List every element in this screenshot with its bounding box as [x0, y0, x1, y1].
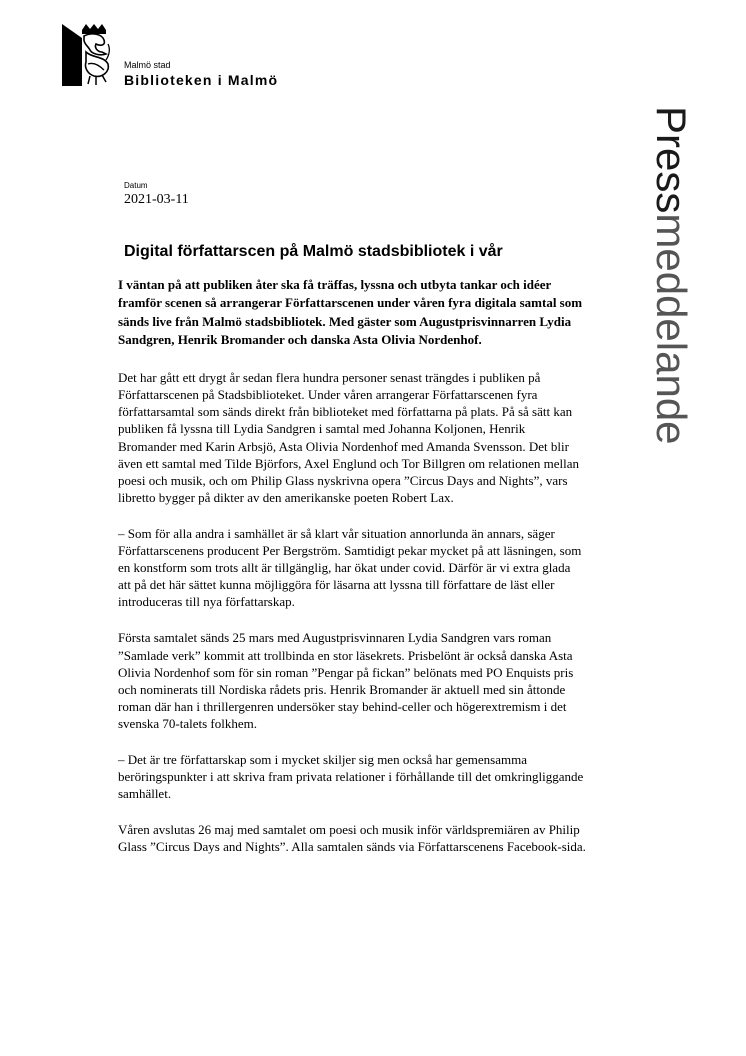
side-title-rest: meddelande — [648, 213, 695, 445]
page-title: Digital författarscen på Malmö stadsbibliotek i vår — [124, 243, 503, 260]
body-paragraph: – Som för alla andra i samhället är så klart vår situation annorlunda än annars, säger Författarscenens producent Per Bergström. Samtidigt pekar mycket på att läsningen, som en konstform som trots allt är tillgänglig, har ökat under covid. Därför är vi extra glada att på det här sättet kunna möjliggöra för läsarna att lyssna till författare de läst eller introduceras till nya författarskap. — [118, 525, 582, 610]
malmo-griffin-crest-icon — [62, 24, 112, 86]
date-value: 2021-03-11 — [124, 192, 189, 207]
document-type-title — [636, 106, 706, 546]
body-paragraph: Våren avslutas 26 maj med samtalet om poesi och musik inför världspremiären av Philip Glass ”Circus Days and Nights”. Alla samtalen sänds via Författarscenens Facebook-sida. — [118, 822, 586, 855]
lead-paragraph: I väntan på att publiken åter ska få träffas, lyssna och utbyta tankar och idéer framför scenen så arrangerar Författarscenen under våren fyra digitala samtal som sänds live från Malmö stadsbibliotek. Med gäster som Augustprisvinnarren Lydia Sandgren, Henrik Bromander och danska Asta Olivia Nordenhof. — [118, 277, 583, 347]
side-title-first: Press — [648, 106, 695, 214]
body-paragraph: Första samtalet sänds 25 mars med Augustprisvinnaren Lydia Sandgren vars roman ”Samlade verk” kommit att trollbinda en stor läsekrets. Prisbelönt är också danska Asta Olivia Nordenhof som för sin roman ”Pengar på fickan” belönats med PO Enquists pris och nominerats till Nordiska rådets pris. Henrik Bromander är aktuell med sin åttonde roman där han i thrillergenren undersöker stay behind-celler och högerextremism i det svenska 70-talets folkhem. — [118, 630, 574, 731]
article-body — [118, 276, 586, 874]
org-name: Biblioteken i Malmö — [124, 72, 279, 88]
body-paragraph: – Det är tre författarskap som i mycket skiljer sig men också har gemensamma beröringspunkter i att skriva fram privata relationer i förhållande till det omkringliggande samhället. — [118, 751, 584, 802]
body-paragraph: Det har gått ett drygt år sedan flera hundra personer senast trängdes i publiken på Författarscenen på Stadsbiblioteket. Under våren arrangerar Författarscenen fyra författarsamtal som sänds direkt från biblioteket med författarna på plats. På så sätt kan publiken få lyssna till Lydia Sandgren i samtal med Johanna Koljonen, Henrik Bromander med Karin Arbsjö, Asta Olivia Nordenhof med Amanda Svensson. Det blir även ett samtal med Tilde Björfors, Axel Englund och Tor Billgren om relationen mellan poesi och musik, och om Philip Glass nyskrivna opera ”Circus Days and Nights”, vars libretto bygger på dikter av den amerikanske poeten Robert Lax. — [118, 370, 579, 505]
org-subtitle: Malmö stad — [124, 60, 171, 70]
date-label: Datum — [124, 181, 148, 190]
